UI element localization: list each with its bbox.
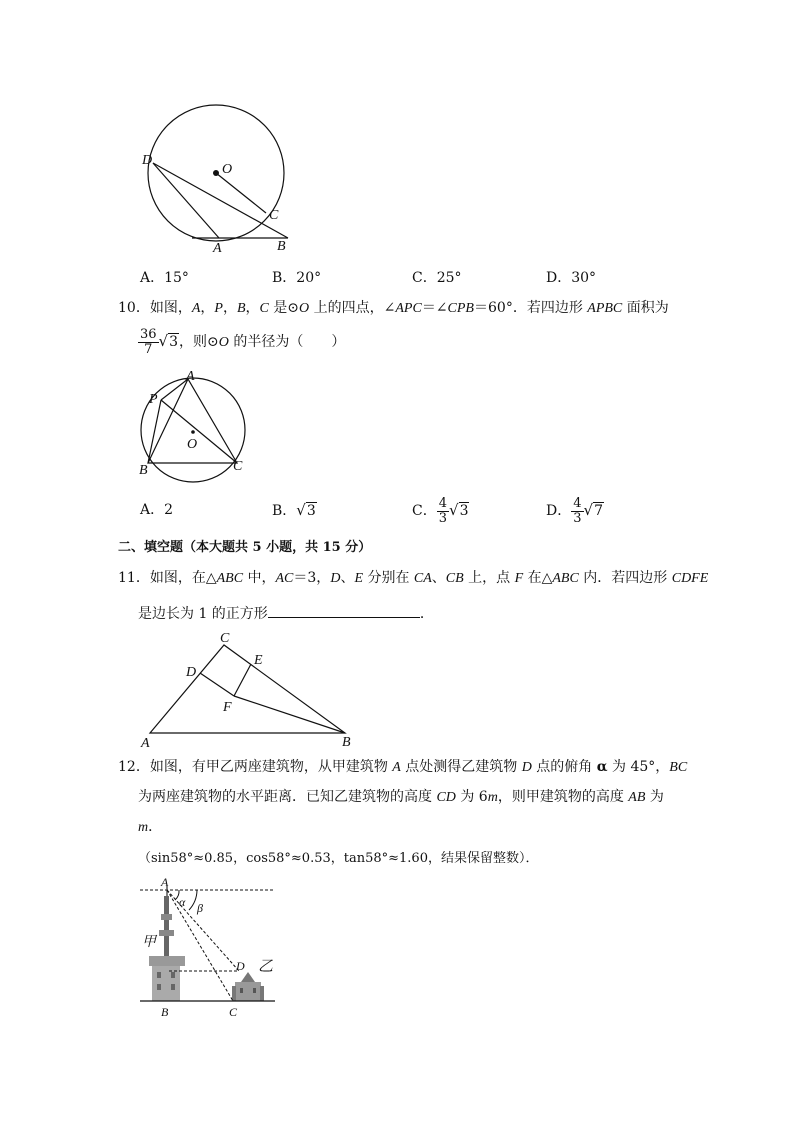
q12-trig-hint: （sin58°≈0.85，cos58°≈0.53，tan58°≈1.60，结果保留整数）． <box>138 851 539 866</box>
q10-segment-PB <box>148 400 161 463</box>
q12-figure <box>137 874 282 1024</box>
q12-label-jia: 甲 <box>142 935 156 950</box>
q12-label-beta: β <box>197 901 203 915</box>
q11-triangle-ABC <box>150 645 345 733</box>
q10-label-A: A <box>186 369 195 384</box>
q9-center-dot <box>213 170 219 176</box>
q9-label-C: C <box>269 208 279 223</box>
q12-stem-line3: m． <box>138 819 163 835</box>
q12-building-diagram <box>137 874 282 1024</box>
q12-label-yi: 乙 <box>258 959 274 975</box>
q12-label-alpha: α <box>179 895 186 909</box>
q10-label-B: B <box>139 463 148 478</box>
q10-center-dot <box>191 430 195 434</box>
q11-segment-FE <box>234 664 251 696</box>
q9-label-B: B <box>277 239 286 254</box>
q9-choice-c[interactable]: C．25° <box>412 270 462 286</box>
q10-label-C: C <box>233 459 243 474</box>
q10-choice-c[interactable]: C． $\frac{4}{3}$ √3 <box>412 495 469 526</box>
q12-label-B: B <box>161 1005 169 1019</box>
q9-segment-OC <box>216 173 266 213</box>
q11-label-A: A <box>141 736 150 751</box>
q9-label-O: O <box>222 162 233 177</box>
q10-stem-line1: 10．如图，A，P，B，C 是⊙O 上的四点，∠APC＝∠CPB＝60°．若四边形 APBC 面积为 <box>118 300 669 316</box>
q11-segment-FB <box>234 696 345 733</box>
q12-building-yi <box>232 972 264 1001</box>
q12-label-C: C <box>229 1005 238 1019</box>
q11-stem-line2: 是边长为 1 的正方形 ． <box>138 601 434 624</box>
q12-label-A: A <box>161 875 169 889</box>
q9-figure <box>140 100 310 260</box>
q12-stem-line1: 12．如图，有甲乙两座建筑物，从甲建筑物 A 点处测得乙建筑物 D 点的俯角 α 为 45°，BC <box>118 759 688 775</box>
q9-segment-DA <box>153 163 219 238</box>
q11-label-C: C <box>220 631 230 646</box>
q10-choice-d[interactable]: D． $\frac{4}{3}$ √7 <box>546 495 603 526</box>
q10-choice-a[interactable]: A．2 <box>140 502 174 518</box>
q9-choice-a[interactable]: A．15° <box>140 270 189 286</box>
q12-angle-beta-arc <box>189 890 197 910</box>
q12-label-D: D <box>236 959 245 973</box>
q11-answer-blank[interactable] <box>268 601 420 618</box>
q11-label-E: E <box>254 653 263 668</box>
q11-figure <box>138 628 363 750</box>
q9-label-A: A <box>213 241 222 256</box>
q12-stem-line2: 为两座建筑物的水平距离．已知乙建筑物的高度 CD 为 6m，则甲建筑物的高度 AB 为 <box>138 789 664 805</box>
q9-choice-b[interactable]: B．20° <box>272 270 322 286</box>
q11-triangle-diagram <box>138 628 363 750</box>
radical-sign: √ <box>158 332 169 350</box>
q9-segment-DB <box>153 163 288 238</box>
q10-circle-diagram <box>136 370 266 490</box>
q10-segment-PC <box>161 400 237 463</box>
q10-figure <box>136 370 266 490</box>
q9-circle-diagram <box>140 100 310 260</box>
q11-stem-line1: 11．如图，在△ABC 中，AC＝3，D、E 分别在 CA、CB 上，点 F 在△ABC 内．若四边形 CDFE <box>118 570 709 586</box>
q11-label-B: B <box>342 735 351 750</box>
q10-label-P: P <box>149 392 158 407</box>
q10-number: 10．如图， <box>118 300 192 316</box>
q9-choice-d[interactable]: D．30° <box>546 270 597 286</box>
q10-segment-PA <box>161 379 188 400</box>
q10-label-O: O <box>187 437 198 452</box>
q9-label-D: D <box>142 153 153 168</box>
q10-area-fraction: $\frac{36}{7}$ <box>140 326 157 357</box>
q11-label-F: F <box>223 700 232 715</box>
section-heading-fill-blank: 二、填空题（本大题共 5 小题，共 15 分） <box>118 540 372 555</box>
q10-choice-b[interactable]: B．√3 <box>272 501 316 519</box>
q11-label-D: D <box>186 665 197 680</box>
q11-segment-DF <box>200 673 234 696</box>
q10-stem-line2: $\frac{36}{7}$ √3，则⊙O 的半径为（ ） <box>140 326 346 357</box>
